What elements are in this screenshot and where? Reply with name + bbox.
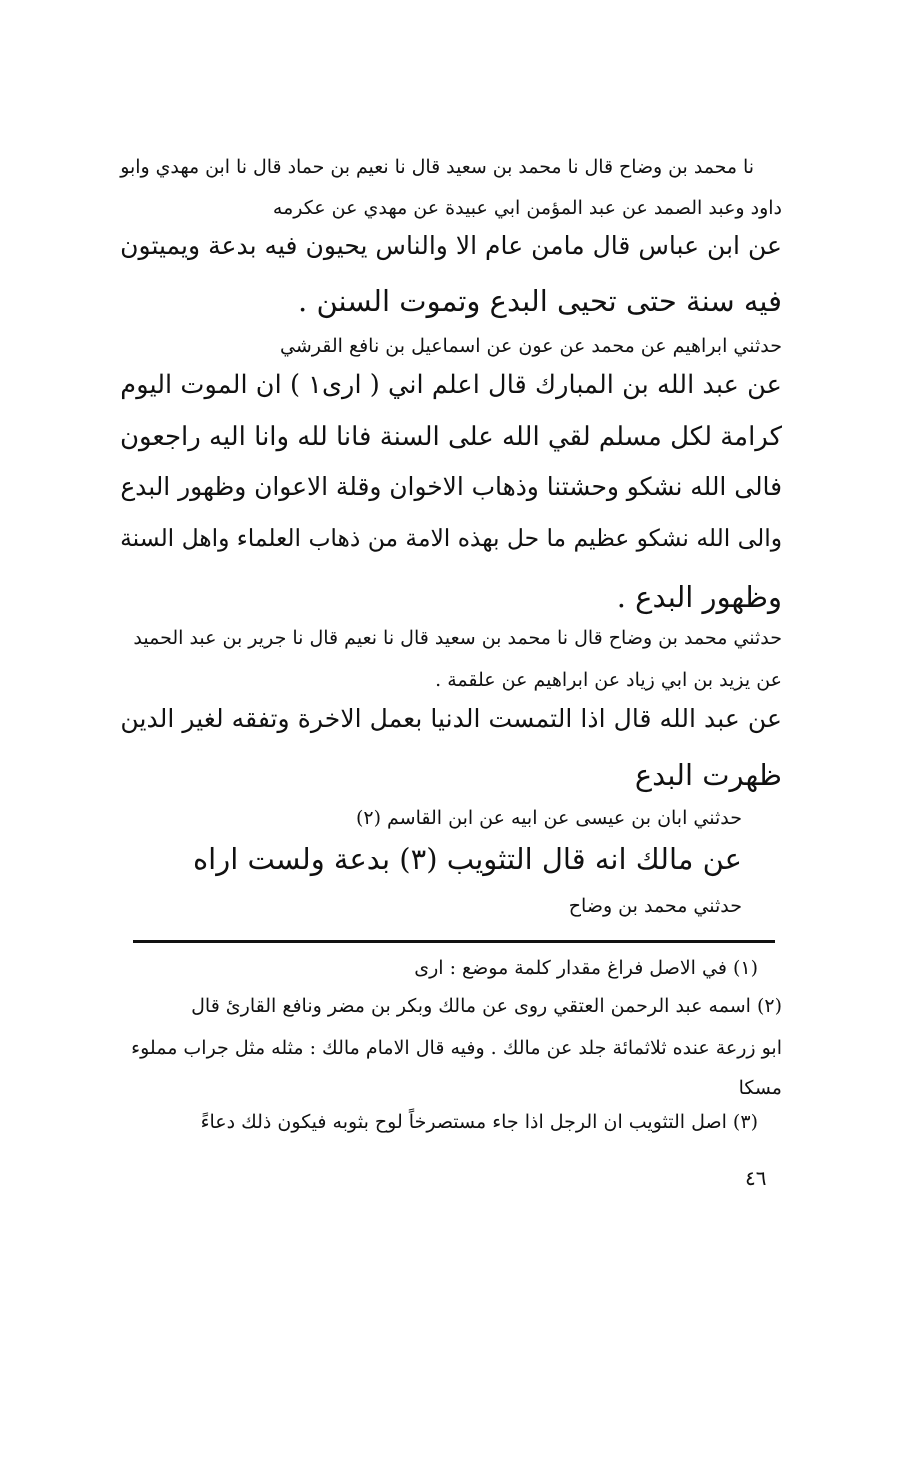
isnad-line: حدثني محمد بن وضاح قال نا محمد بن سعيد قال نا نعيم قال نا جرير بن عبد الحميد xyxy=(133,627,782,649)
isnad-line: داود وعبد الصمد عن عبد المؤمن ابي عبيدة عن مهدي عن عكرمه xyxy=(272,197,782,219)
footnote-line: (١) في الاصل فراغ مقدار كلمة موضع : ارى xyxy=(414,957,758,979)
matn-line: ظهرت البدع xyxy=(634,758,782,792)
footnote-divider xyxy=(133,940,775,943)
matn-line: فيه سنة حتى تحيى البدع وتموت السنن . xyxy=(298,284,782,318)
matn-line: عن ابن عباس قال مامن عام الا والناس يحيون فيه بدعة ويميتون xyxy=(120,231,782,260)
isnad-line: عن يزيد بن ابي زياد عن ابراهيم عن علقمة . xyxy=(435,669,782,691)
footnote-line: (٢) اسمه عبد الرحمن العتقي روى عن مالك وبكر بن مضر ونافع القارئ قال xyxy=(191,995,782,1017)
matn-line: وظهور البدع . xyxy=(616,580,782,614)
isnad-line: حدثني ابان بن عيسى عن ابيه عن ابن القاسم (٢) xyxy=(355,807,742,829)
footnote-line: ابو زرعة عنده ثلاثمائة جلد عن مالك . وفيه قال الامام مالك : مثله مثل جراب مملوء xyxy=(131,1037,782,1059)
matn-line: عن عبد الله بن المبارك قال اعلم اني ( ارى١ ) ان الموت اليوم xyxy=(120,370,782,400)
isnad-line: حدثني ابراهيم عن محمد عن عون عن اسماعيل بن نافع القرشي xyxy=(280,335,782,357)
matn-line: والى الله نشكو عظيم ما حل بهذه الامة من ذهاب العلماء واهل السنة xyxy=(120,524,782,552)
isnad-line: حدثني محمد بن وضاح xyxy=(568,895,742,917)
isnad-line: نا محمد بن وضاح قال نا محمد بن سعيد قال نا نعيم بن حماد قال نا ابن مهدي وابو xyxy=(120,156,754,178)
matn-line: عن عبد الله قال اذا التمست الدنيا بعمل الاخرة وتفقه لغير الدين xyxy=(120,704,782,733)
footnote-line: مسكا xyxy=(738,1077,782,1099)
matn-line: كرامة لكل مسلم لقي الله على السنة فانا لله وانا اليه راجعون xyxy=(119,422,782,452)
footnote-line: (٣) اصل التثويب ان الرجل اذا جاء مستصرخاً لوح بثوبه فيكون ذلك دعاءً xyxy=(200,1111,758,1133)
page-number: ٤٦ xyxy=(745,1166,767,1190)
matn-line: عن مالك انه قال التثويب (٣) بدعة ولست اراه xyxy=(192,842,742,876)
matn-line: فالى الله نشكو وحشتنا وذهاب الاخوان وقلة الاعوان وظهور البدع xyxy=(120,472,782,501)
